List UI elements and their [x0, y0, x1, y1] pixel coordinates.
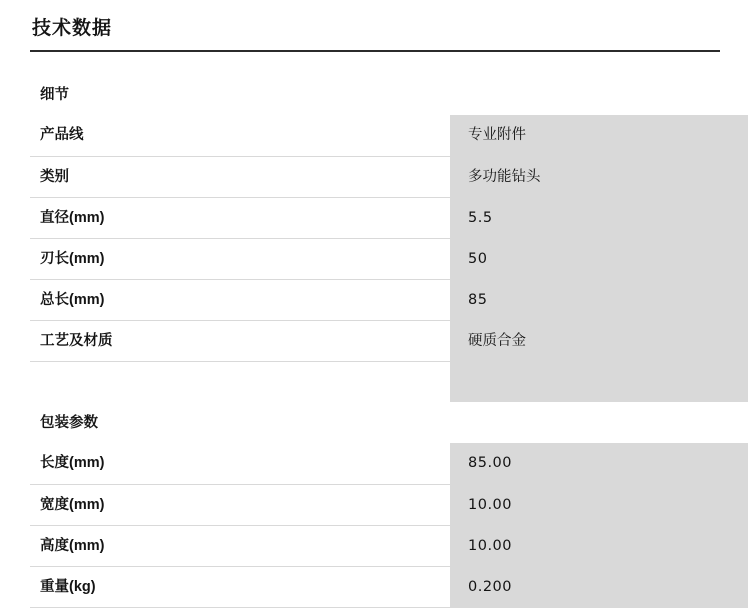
row-label-length: 长度(mm) [30, 443, 450, 484]
row-label-width: 宽度(mm) [30, 484, 450, 525]
row-value-width: 10.00 [450, 484, 748, 525]
row-label-material: 工艺及材质 [30, 320, 450, 361]
packaging-section-value-blank [450, 402, 748, 443]
details-section-label: 细节 [30, 74, 450, 115]
details-section-value-blank [450, 74, 748, 115]
row-value-weight: 0.200 [450, 566, 748, 607]
section-spacer-label [30, 361, 450, 402]
table-row [30, 320, 748, 361]
row-label-flute-length: 刃长(mm) [30, 238, 450, 279]
table-row [30, 566, 748, 607]
table-row [30, 156, 748, 197]
table-row [30, 525, 748, 566]
table-row [30, 197, 748, 238]
packaging-section-header-row [30, 402, 748, 443]
page-title-block [30, 0, 720, 52]
row-value-category: 多功能钻头 [450, 156, 748, 197]
row-label-category: 类别 [30, 156, 450, 197]
row-value-height: 10.00 [450, 525, 748, 566]
row-label-product-line: 产品线 [30, 115, 450, 156]
section-spacer-value [450, 361, 748, 402]
table-row [30, 484, 748, 525]
row-value-total-length: 85 [450, 279, 748, 320]
details-section-header-row [30, 74, 748, 115]
section-spacer-row [30, 361, 748, 402]
row-value-diameter: 5.5 [450, 197, 748, 238]
row-value-material: 硬质合金 [450, 320, 748, 361]
table-row [30, 279, 748, 320]
packaging-section-label: 包装参数 [30, 402, 450, 443]
row-label-total-length: 总长(mm) [30, 279, 450, 320]
table-row [30, 238, 748, 279]
row-label-diameter: 直径(mm) [30, 197, 450, 238]
row-value-product-line: 专业附件 [450, 115, 748, 156]
row-value-length: 85.00 [450, 443, 748, 484]
row-label-height: 高度(mm) [30, 525, 450, 566]
table-row [30, 443, 748, 484]
title-divider [30, 50, 720, 52]
row-label-weight: 重量(kg) [30, 566, 450, 607]
table-row [30, 115, 748, 156]
specification-table [30, 74, 748, 608]
row-value-flute-length: 50 [450, 238, 748, 279]
page-title: 技术数据 [32, 18, 113, 39]
